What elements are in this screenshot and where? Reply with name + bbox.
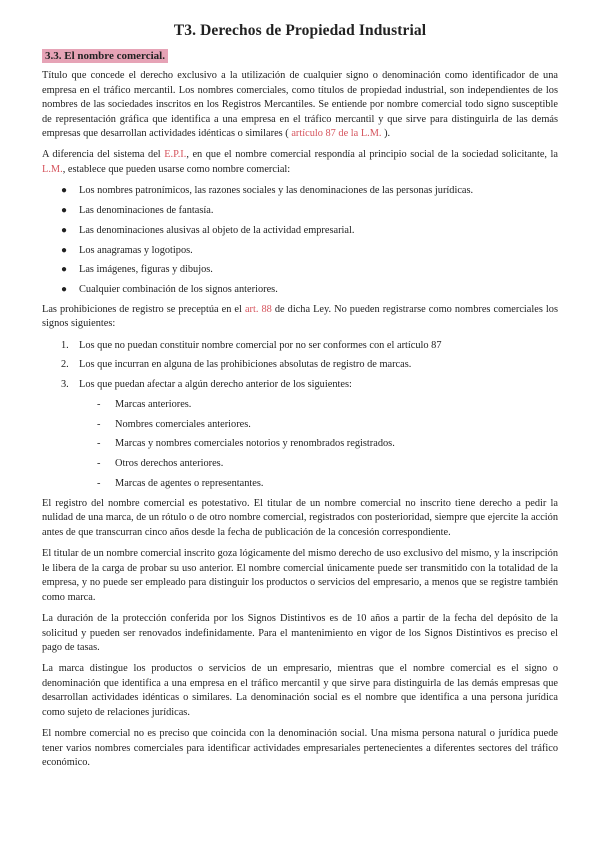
list-item: 1. Los que no puedan constituir nombre comercial por no ser conformes con el artículo 87 (42, 339, 558, 354)
dash-icon: - (97, 478, 101, 489)
list-item: 3. Los que puedan afectar a algún derecho anterior de los siguientes: (42, 378, 558, 393)
paragraph-distinction: La marca distingue los productos o servicios de un empresario, mientras que el nombre comercial es el signo o denominación que identifica a una empresa en el tráfico mercantil y que sirve para distinguirla de las demás empresas que desarrollan actividades idénticas o similares. La denominación social es el nombre que identifica a una persona jurídica como sujeto de relaciones jurídicas. (42, 663, 558, 718)
section-heading: 3.3. El nombre comercial. (42, 49, 168, 63)
paragraph-prohibitions: Las prohibiciones de registro se preceptúa en el art. 88 de dicha Ley. No pueden registrarse como nombres comerciales los signos siguientes: (42, 303, 558, 330)
bullet-icon: ● (61, 244, 68, 256)
bullet-icon: ● (61, 264, 68, 276)
bullet-icon: ● (61, 284, 68, 296)
list-item: - Marcas anteriores. (42, 398, 558, 413)
dash-list (42, 398, 558, 492)
item-number: 2. (61, 359, 69, 371)
reference-art-88[interactable]: art. 88 (244, 303, 272, 315)
reference-article-87[interactable]: artículo 87 de la L.M. (288, 128, 385, 140)
bullet-icon: ● (61, 224, 68, 236)
list-item: - Marcas de agentes o representantes. (42, 477, 558, 492)
list-item: ● Los nombres patronímicos, las razones sociales y las denominaciones de las personas jurídicas. (42, 184, 558, 199)
bullet-icon: ● (61, 204, 68, 216)
paragraph-epi: A diferencia del sistema del E.P.I., en que el nombre comercial respondía al principio social de la sociedad solicitante, la L.M., establece que pueden usarse como nombre comercial: (42, 149, 558, 176)
paragraph-holder-rights: El titular de un nombre comercial inscrito goza lógicamente del mismo derecho de uso exclusivo del mismo, y la inscripción le libera de la carga de probar su uso anterior. El nombre comercial únicamente puede ser transmitido con la totalidad de la empresa, y no puede ser empleado para distinguir los productos o servicios del empresario, a menos que se registre también como marca. (42, 548, 558, 603)
numbered-list (42, 339, 558, 393)
dash-icon: - (97, 438, 101, 450)
list-item: 2. Los que incurran en alguna de las prohibiciones absolutas de registro de marcas. (42, 358, 558, 373)
list-item: ● Los anagramas y logotipos. (42, 244, 558, 259)
bullet-icon: ● (61, 185, 68, 197)
paragraph-duration: La duración de la protección conferida por los Signos Distintivos es de 10 años a partir de la fecha del depósito de la solicitud y pueden ser renovados indefinidamente. Para el mantenimiento en vigor de los Signos Distintivos es preciso el pago de tasas. (42, 612, 558, 654)
list-item: - Marcas y nombres comerciales notorios y renombrados registrados. (42, 437, 558, 452)
page-title: T3. Derechos de Propiedad Industrial (173, 22, 427, 39)
reference-epi[interactable]: E.P.I. (164, 149, 187, 161)
reference-lm[interactable]: L.M. (42, 164, 63, 176)
dash-icon: - (97, 418, 101, 430)
paragraph-definition: Título que concede el derecho exclusivo a la utilización de cualquier signo o denominación como identificador de una empresa en el tráfico mercantil. Los nombres comerciales, como títulos de propiedad industrial, son independientes de los nombres de las sociedades inscritos en los Registros Mercantiles. Se entiende por nombre comercial todo signo susceptible de representación gráfica que identifica a una empresa en el tráfico mercantil y que sirve para distinguirla de las demás empresas que desarrollan actividades idénticas o similares ( artículo 87 de la L.M. ). (42, 70, 558, 140)
dash-icon: - (97, 398, 101, 410)
list-item: ● Las denominaciones alusivas al objeto de la actividad empresarial. (42, 224, 558, 239)
list-item: ● Las imágenes, figuras y dibujos. (42, 263, 558, 278)
list-item: ● Las denominaciones de fantasía. (42, 204, 558, 219)
item-number: 1. (61, 339, 69, 351)
item-number: 3. (61, 379, 69, 391)
dash-icon: - (97, 458, 101, 470)
list-item: - Nombres comerciales anteriores. (42, 418, 558, 433)
bullet-list (42, 184, 558, 298)
list-item: - Otros derechos anteriores. (42, 457, 558, 472)
paragraph-registration: El registro del nombre comercial es potestativo. El titular de un nombre comercial no inscrito tiene derecho a pedir la nulidad de una marca, de un rótulo o de otro nombre comercial, registrados con posterioridad, siempre que ejercite la acción antes de que transcurran cinco años desde la fecha de publicación de la concesión correspondiente. (42, 497, 558, 538)
list-item: ● Cualquier combinación de los signos anteriores. (42, 283, 558, 298)
paragraph-social-name: El nombre comercial no es preciso que coincida con la denominación social. Una misma persona natural o jurídica puede tener varios nombres comerciales para identificar actividades empresariales pertenecientes a diferentes sectores del tráfico económico. (42, 728, 558, 769)
